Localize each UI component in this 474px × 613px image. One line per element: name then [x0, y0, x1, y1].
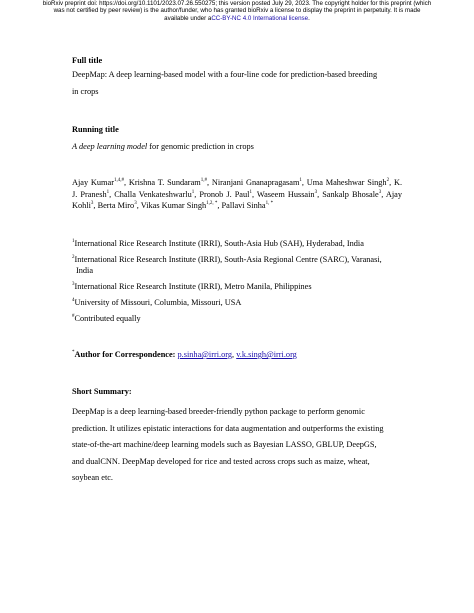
author-affiliation-mark: 1,# — [200, 178, 207, 184]
running-title-section — [72, 125, 402, 156]
author-affiliation-mark: 1,2, * — [206, 201, 218, 207]
license-link[interactable]: CC-BY-NC 4.0 International license — [211, 14, 309, 22]
author-name: Niranjani Gnanapragasam — [211, 178, 300, 187]
email-link-sinha[interactable]: p.sinha@irri.org — [177, 350, 233, 359]
author-affiliation-mark: 3 — [134, 201, 137, 207]
affiliation-mark: 2 — [72, 255, 75, 261]
full-title-text — [72, 67, 402, 100]
affiliation-text: International Rice Research Institute (IRRI), South-Asia Hub (SAH), Hyderabad, India — [74, 239, 364, 248]
affiliation-text-continued: India — [76, 266, 94, 275]
running-title-italic: A deep learning model — [72, 142, 148, 151]
preprint-banner — [0, 0, 474, 22]
full-title-line-1: DeepMap: A deep learning-based model with a four-line code for prediction-based breeding — [72, 70, 378, 79]
banner-line-3 — [0, 15, 474, 22]
summary-line: and dualCNN. DeepMap developed for rice and tested across crops such as maize, wheat, — [72, 456, 370, 466]
email-link-singh[interactable]: v.k.singh@irri.org — [236, 350, 297, 359]
correspondence-mark: * — [72, 350, 75, 356]
running-title-heading: Running title — [72, 125, 119, 134]
author-name: Waseem Hussain — [256, 189, 315, 199]
affiliation-item — [72, 254, 402, 276]
author-affiliation-mark: 1,4,# — [113, 178, 124, 184]
correspondence-label: Author for Correspondence: — [74, 350, 176, 359]
summary-line: DeepMap is a deep learning-based breeder-friendly python package to perform genomic — [72, 407, 365, 416]
author-name: Challa Venkateshwarlu — [114, 189, 192, 199]
full-title-heading: Full title — [72, 56, 103, 65]
banner-line-3-text: available under a — [164, 14, 212, 22]
short-summary-text — [72, 404, 402, 487]
banner-line-2: was not certified by peer review) is the author/funder, who has granted bioRxiv a license to display the preprint in perpetuity. It is made — [53, 7, 421, 15]
summary-line: state-of-the-art machine/deep learning models such as Bayesian LASSO, GBLUP, DeepGS, — [72, 440, 377, 449]
affiliation-mark: 1 — [72, 239, 75, 245]
author-affiliation-mark: 3 — [314, 189, 318, 195]
affiliation-item — [72, 297, 402, 308]
author-name: Berta Miro — [97, 201, 135, 210]
author-affiliation-mark: 1 — [191, 189, 195, 195]
author-affiliation-mark: 3 — [378, 189, 382, 195]
summary-line: soybean etc. — [72, 473, 114, 482]
affiliation-mark: 3 — [72, 282, 75, 288]
author-name: Pallavi Sinha — [221, 201, 266, 210]
banner-line-1: bioRxiv preprint doi: https://doi.org/10.1101/2023.07.26.550275; this version posted July 29, 2023. The copyright holder for this preprint (which — [42, 0, 432, 7]
author-name: Ajay Kumar — [72, 178, 114, 187]
author-affiliation-mark: 1 — [249, 189, 252, 195]
author-affiliation-mark: 3 — [90, 201, 94, 207]
author-name: Pronob J. Paul — [199, 189, 250, 199]
author-line-1: Ajay Kumar$^{1,4,\#}$, Krishna T. Sundaram$^{1,\#}$, Niranjani Gnanapragasam$^1$, Uma Maheshwar Singh$^2$, K. J. Pranesh$^1$, Challa Venkateshwarlu$^1$, Pronob J. Paul$^1$, Waseem Hussain$^3$, Sankalp Bhosale$^3$, Ajay Kohli$^3$, Berta Miro$^3$, Vikas Kumar Singh$^{1,2, *}$, Pallavi Sinha$^{1, *}$ — [72, 178, 403, 210]
affiliation-mark: 4 — [72, 298, 75, 304]
author-name: K. J. Pranesh — [72, 178, 403, 199]
summary-line: prediction. It utilizes epistatic interactions for data augmentation and outperforms the existing — [72, 423, 384, 433]
author-name: Krishna T. Sundaram — [128, 178, 201, 187]
affiliation-list — [72, 238, 402, 324]
full-title-section — [72, 56, 402, 100]
affiliation-text: Contributed equally — [74, 314, 141, 323]
affiliation-text: University of Missouri, Columbia, Missouri, USA — [74, 298, 242, 307]
banner-line-3-end: . — [308, 14, 310, 22]
affiliation-item — [72, 238, 402, 249]
author-name: Uma Maheshwar Singh — [306, 178, 387, 187]
affiliation-mark: # — [72, 314, 75, 320]
author-list — [72, 177, 402, 212]
short-summary-section — [72, 387, 402, 487]
affiliation-item — [72, 313, 402, 324]
author-affiliation-mark: 1 — [299, 178, 302, 184]
author-name: Vikas Kumar Singh — [140, 201, 207, 210]
running-title-text — [72, 139, 402, 156]
author-name: Ajay Kohli — [72, 189, 402, 210]
short-summary-heading: Short Summary: — [72, 387, 132, 396]
running-title-rest: for genomic prediction in crops — [147, 142, 254, 151]
author-affiliation-mark: 2 — [386, 178, 390, 184]
author-name: Sankalp Bhosale — [322, 189, 379, 199]
affiliation-text: International Rice Research Institute (IRRI), Metro Manila, Philippines — [74, 282, 312, 291]
affiliation-text: International Rice Research Institute (IRRI), South-Asia Regional Centre (SARC), Varanasi, — [74, 255, 382, 264]
author-affiliation-mark: 1 — [106, 189, 110, 195]
correspondence-section — [72, 350, 402, 359]
full-title-line-2: in crops — [72, 86, 99, 96]
affiliation-item — [72, 281, 402, 292]
author-affiliation-mark: 1, * — [265, 201, 274, 207]
email-separator: , — [232, 350, 237, 359]
